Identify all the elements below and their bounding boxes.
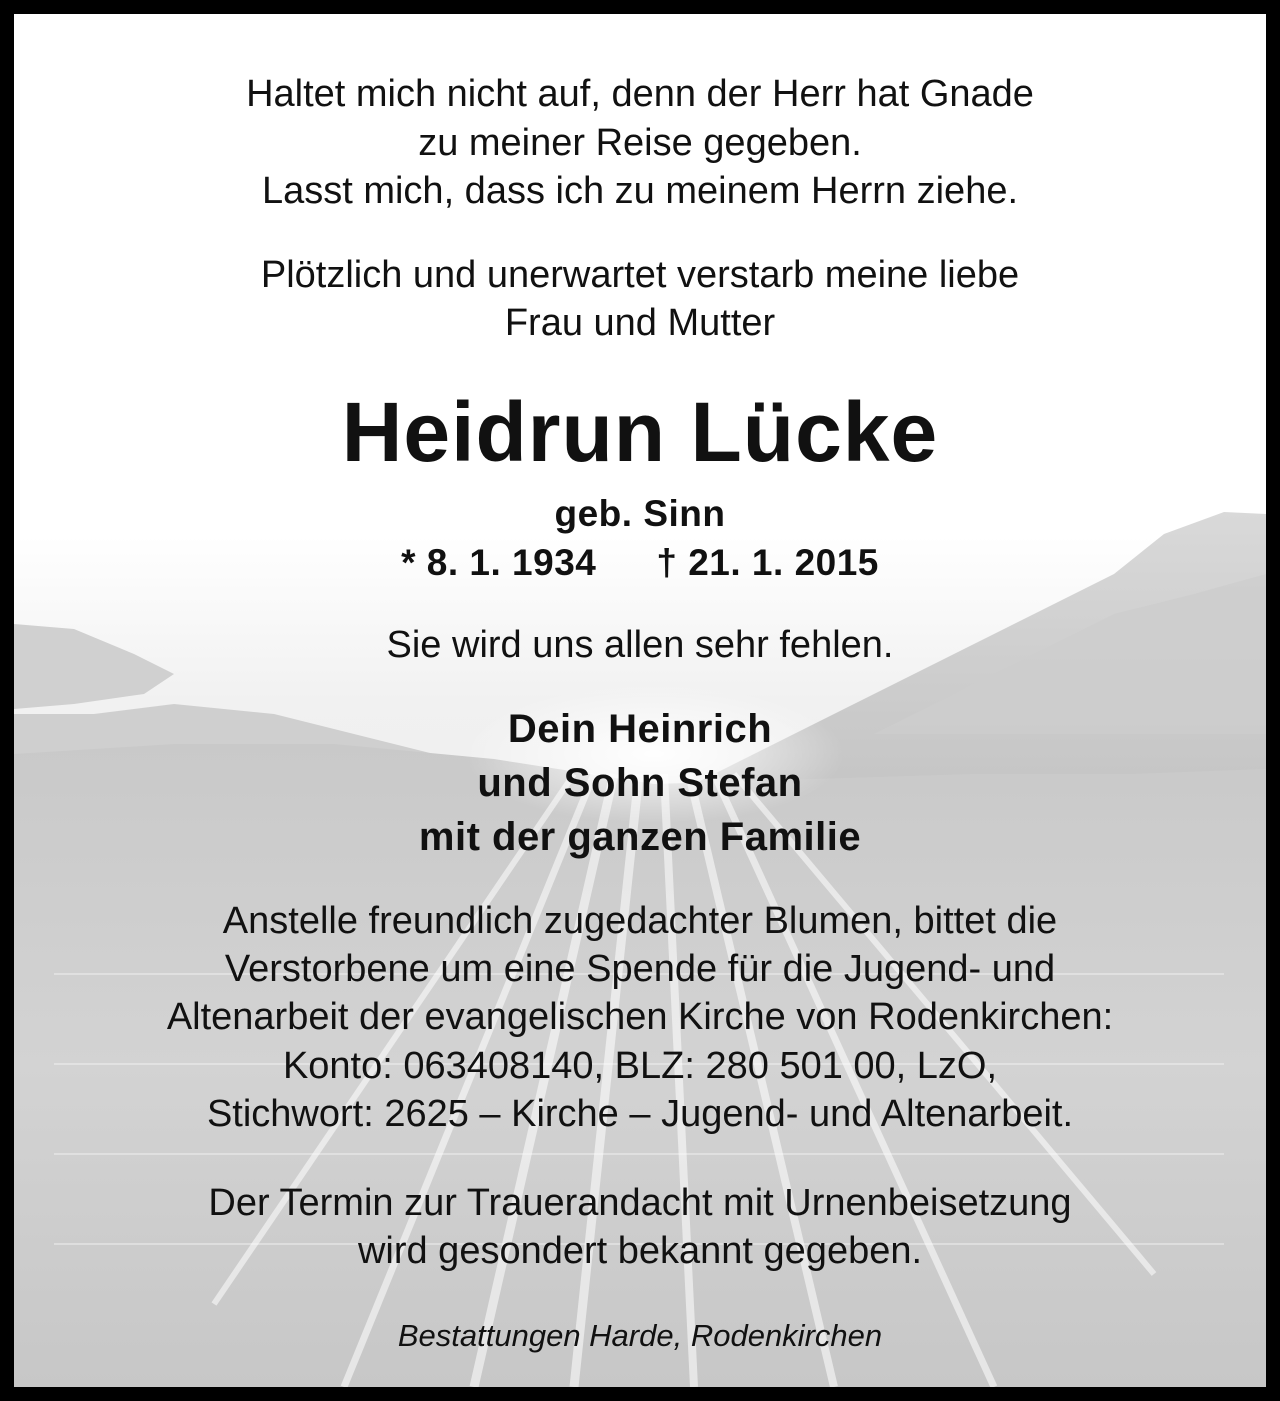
verse-line: Lasst mich, dass ich zu meinem Herrn ziehe. [261, 170, 1019, 212]
donation-line: Altenarbeit der evangelischen Kirche von Rodenkirchen: [166, 996, 1114, 1038]
donation-line: Stichwort: 2625 – Kirche – Jugend- und Altenarbeit. [206, 1093, 1074, 1135]
mourner-line: mit der ganzen Familie [418, 815, 862, 859]
mourner-line: Dein Heinrich [507, 707, 773, 751]
verse-line: Haltet mich nicht auf, denn der Herr hat Gnade [246, 73, 1034, 115]
service-line: Der Termin zur Trauerandacht mit Urnenbeisetzung [208, 1182, 1072, 1224]
donation-line: Verstorbene um eine Spende für die Jugend- und [224, 948, 1056, 990]
life-dates [14, 541, 1266, 585]
birth-date: * 8. 1. 1934 [401, 542, 597, 583]
farewell-line: Sie wird uns allen sehr fehlen. [386, 624, 894, 666]
announcement-line: Plötzlich und unerwartet verstarb meine liebe [260, 254, 1020, 296]
donation-line: Anstelle freundlich zugedachter Blumen, bittet die [222, 900, 1058, 942]
notice-text [14, 14, 1266, 1387]
service-line: wird gesondert bekannt gegeben. [357, 1230, 923, 1272]
death-date: † 21. 1. 2015 [656, 542, 879, 583]
verse-line: zu meiner Reise gegeben. [418, 122, 862, 164]
mourner-line: und Sohn Stefan [477, 761, 803, 805]
deceased-name: Heidrun Lücke [341, 385, 939, 479]
donation-line: Konto: 063408140, BLZ: 280 501 00, LzO, [282, 1045, 998, 1087]
undertaker-credit: Bestattungen Harde, Rodenkirchen [397, 1318, 883, 1353]
announcement-line: Frau und Mutter [504, 302, 776, 344]
maiden-name: geb. Sinn [554, 493, 726, 534]
